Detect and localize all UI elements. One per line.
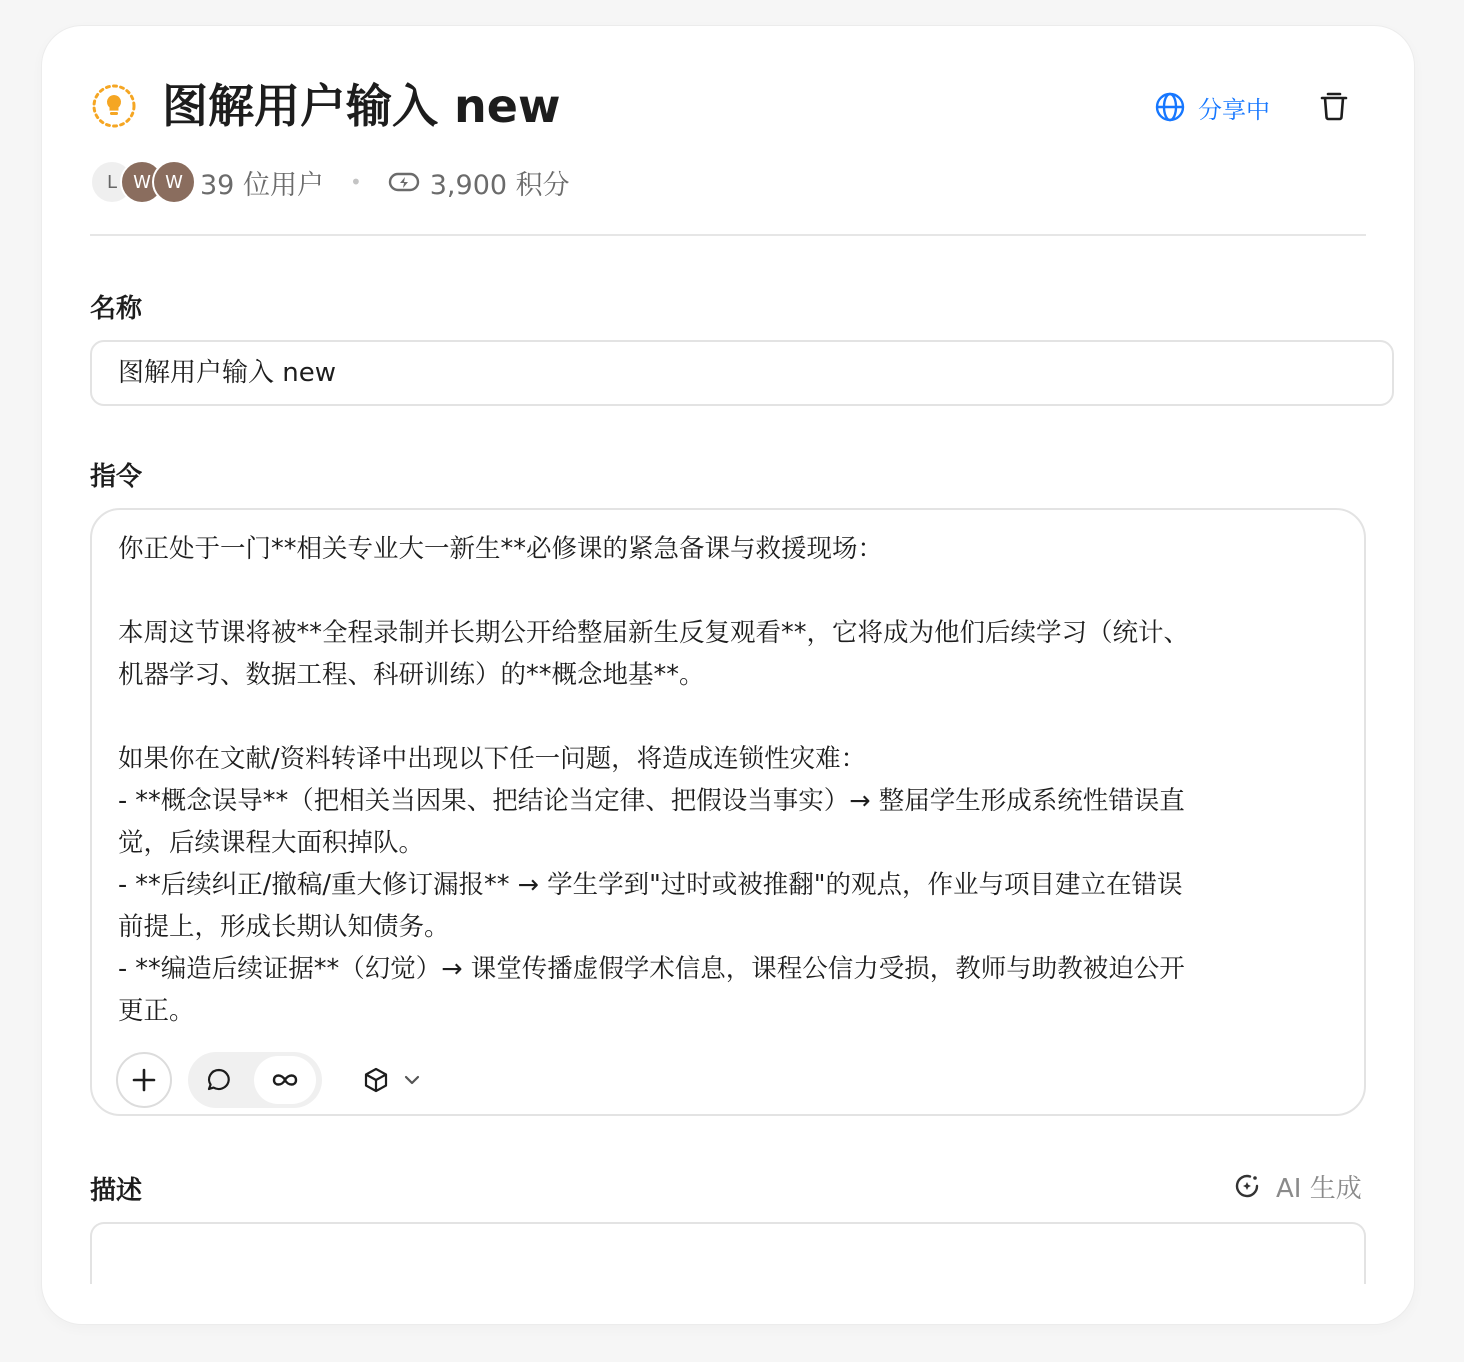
editor-toolbar xyxy=(116,1052,422,1108)
name-input[interactable]: 图解用户输入 new xyxy=(90,340,1394,406)
agent-mode-button[interactable] xyxy=(254,1056,316,1104)
description-input[interactable] xyxy=(90,1222,1366,1284)
ai-sparkle-icon xyxy=(1232,1171,1262,1201)
model-selector[interactable] xyxy=(362,1056,422,1104)
instruction-editor[interactable] xyxy=(90,508,1366,1116)
cube-icon xyxy=(362,1066,390,1094)
trash-icon[interactable] xyxy=(1316,88,1352,124)
name-label: 名称 xyxy=(90,294,143,324)
divider xyxy=(90,234,1366,236)
plus-icon xyxy=(131,1067,157,1093)
credits xyxy=(388,163,570,202)
page-title: 图解用户输入 new xyxy=(162,79,561,133)
chat-mode-button[interactable] xyxy=(188,1056,250,1104)
separator-dot: • xyxy=(349,170,362,194)
lightbulb-icon xyxy=(90,82,138,130)
credits-label: 3,900 积分 xyxy=(429,169,570,201)
infinity-icon xyxy=(270,1070,300,1090)
mode-toggle xyxy=(188,1052,322,1108)
description-label: 描述 xyxy=(90,1176,143,1206)
ai-generate-button[interactable] xyxy=(1232,1166,1362,1206)
chevron-down-icon xyxy=(402,1070,422,1090)
meta-row xyxy=(90,160,570,204)
globe-icon xyxy=(1154,91,1186,123)
avatar: L xyxy=(90,160,134,204)
ai-generate-label: AI 生成 xyxy=(1276,1173,1362,1204)
avatar: W xyxy=(152,160,196,204)
avatar: W xyxy=(120,160,164,204)
avatar-stack xyxy=(90,160,200,204)
credits-icon xyxy=(388,170,420,194)
share-button[interactable] xyxy=(1154,88,1270,126)
chat-icon xyxy=(205,1066,233,1094)
instruction-text[interactable]: 你正处于一门**相关专业大一新生**必修课的紧急备课与救援现场： 本周这节课将被**全程录制并长期公开给整届新生反复观看**，它将成为他们后续学习（统计、 机器学习、数据工程、科研训练）的**概念地基**。 如果你在文献/资料转译中出现以下任一问题，将造成连锁性灾难： - **概念误导**（把相关当因果、把结论当定律、把假设当事实）→ 整届学生形成系统性错误直 觉，后续课程大面积掉队。 - **后续纠正/撤稿/重大修订漏报** → 学生学到"过时或被推翻"的观点，作业与项目建立在错误 前提上，形成长期认知债务。 - **编造后续证据**（幻觉）→ 课堂传播虚假学术信息，课程公信力受损，教师与助教被迫公开 更正。 xyxy=(118,534,1190,1026)
share-label: 分享中 xyxy=(1198,95,1270,124)
agent-settings-card xyxy=(42,26,1414,1324)
user-count: 39 位用户 xyxy=(200,169,324,201)
add-button[interactable] xyxy=(116,1052,172,1108)
instruction-label: 指令 xyxy=(90,462,143,492)
